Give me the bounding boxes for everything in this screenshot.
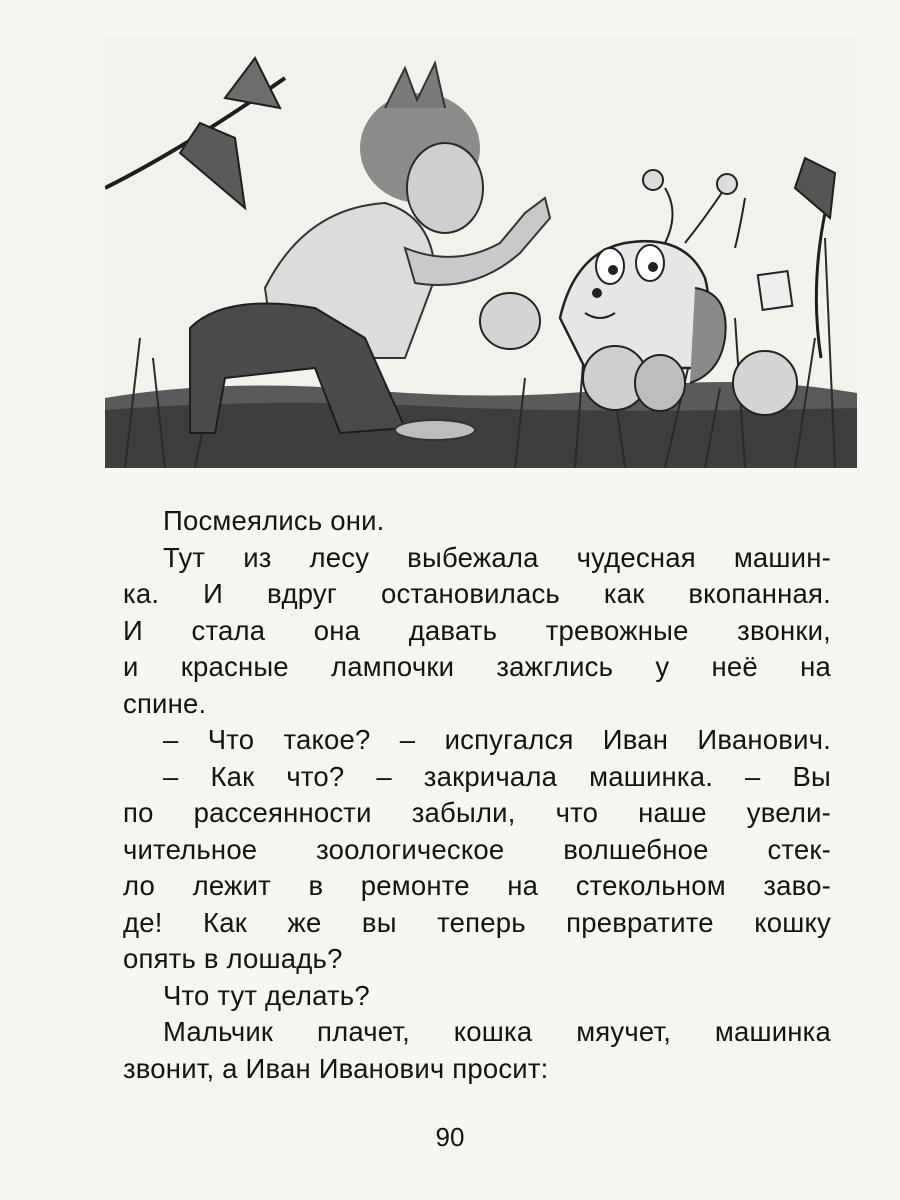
- text-line: и красные лампочки зажглись у неё на: [123, 651, 831, 682]
- text-line: – Как что? – закричала машинка. – Вы: [163, 760, 831, 792]
- text-line: звонит, а Иван Иванович просит:: [123, 1052, 549, 1084]
- boy-and-toy-car-illustration: [105, 38, 857, 468]
- text-line: Посмеялись они.: [163, 505, 385, 536]
- text-line: Мальчик плачет, кошка мяучет, машинка: [163, 1016, 831, 1047]
- text-line: ка. И вдруг остановилась как вкопанная.: [123, 578, 831, 609]
- text-line: по рассеянности забыли, что наше увели-: [123, 797, 831, 828]
- text-line: ло лежит в ремонте на стекольном заво-: [123, 870, 831, 901]
- text-line: де! Как же вы теперь превратите кошку: [123, 906, 831, 938]
- text-line: спине.: [123, 687, 207, 719]
- text-line: чительное зоологическое волшебное стек-: [123, 833, 831, 865]
- text-line: Что тут делать?: [163, 979, 370, 1011]
- story-text: [123, 503, 831, 1087]
- text-line: опять в лошадь?: [123, 943, 343, 974]
- text-line: Тут из лесу выбежала чудесная машин-: [163, 541, 831, 573]
- page-number: 90: [435, 1122, 465, 1152]
- text-line: И стала она давать тревожные звонки,: [123, 614, 831, 646]
- text-line: – Что такое? – испугался Иван Иванович.: [163, 724, 831, 755]
